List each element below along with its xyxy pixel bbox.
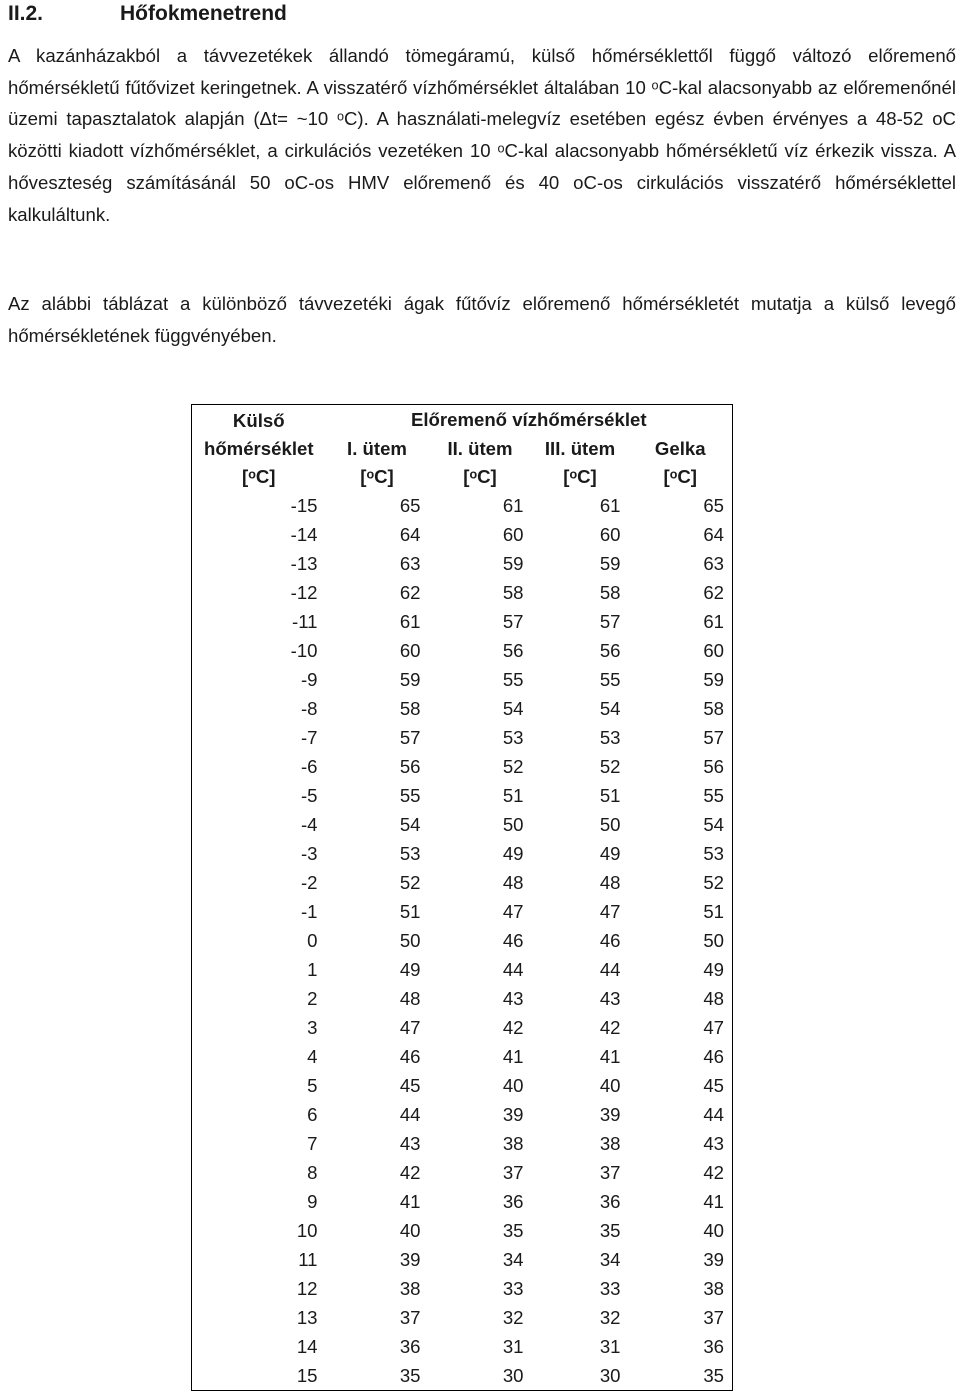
supply-temperature-cell: 61: [599, 495, 621, 516]
supply-temperature-cell: 41: [599, 1046, 621, 1067]
supply-temperature-cell: 37: [399, 1307, 421, 1328]
supply-temperature-cell: 59: [703, 669, 724, 690]
supply-temperature-cell: 35: [399, 1365, 421, 1386]
supply-temperature-cell: 31: [599, 1336, 621, 1357]
supply-temperature-cell: 38: [399, 1278, 421, 1299]
table-row: [192, 1245, 733, 1274]
outdoor-temperature-cell: 4: [307, 1046, 318, 1067]
col-header-phase-3: [532, 435, 629, 491]
table-row: [192, 607, 733, 636]
table-row: [192, 1303, 733, 1332]
header-line: I. ütem: [347, 438, 407, 459]
supply-temperature-cell: 43: [502, 988, 524, 1009]
table-row: [192, 1042, 733, 1071]
supply-temperature-cell: 46: [399, 1046, 421, 1067]
table-body: [192, 491, 733, 1391]
supply-temperature-cell: 34: [599, 1249, 621, 1270]
supply-temperature-cell: 37: [502, 1162, 524, 1183]
table-row: [192, 752, 733, 781]
supply-temperature-cell: 59: [599, 553, 621, 574]
table-row: [192, 984, 733, 1013]
supply-temperature-cell: 56: [502, 640, 524, 661]
outdoor-temperature-cell: 0: [307, 930, 318, 951]
supply-temperature-cell: 65: [703, 495, 724, 516]
supply-temperature-cell: 55: [599, 669, 621, 690]
supply-temperature-cell: 57: [599, 611, 621, 632]
table-row: [192, 839, 733, 868]
table-row: [192, 810, 733, 839]
supply-temperature-cell: 45: [703, 1075, 724, 1096]
supply-temperature-cell: 58: [703, 698, 724, 719]
supply-temperature-cell: 36: [599, 1191, 621, 1212]
supply-temperature-cell: 48: [599, 872, 621, 893]
supply-temperature-cell: 42: [399, 1162, 421, 1183]
supply-temperature-cell: 58: [399, 698, 421, 719]
supply-temperature-cell: 40: [703, 1220, 724, 1241]
supply-temperature-cell: 47: [599, 901, 621, 922]
supply-temperature-cell: 48: [502, 872, 524, 893]
table-row: [192, 1216, 733, 1245]
supply-temperature-cell: 53: [399, 843, 421, 864]
supply-temperature-cell: 52: [703, 872, 724, 893]
supply-temperature-cell: 49: [599, 843, 621, 864]
outdoor-temperature-cell: -3: [300, 843, 318, 864]
header-unit: [ᵒC]: [463, 466, 497, 487]
supply-temperature-cell: 43: [399, 1133, 421, 1154]
supply-temperature-cell: 56: [599, 640, 621, 661]
table-row: [192, 897, 733, 926]
header-line: Gelka: [654, 438, 706, 459]
supply-temperature-cell: 36: [703, 1336, 724, 1357]
outdoor-temperature-cell: 2: [307, 988, 318, 1009]
table-row: [192, 1361, 733, 1391]
supply-temperature-cell: 48: [703, 988, 724, 1009]
header-unit: [ᵒC]: [360, 466, 394, 487]
header-line: hőmérséklet: [203, 438, 314, 459]
supply-temperature-cell: 40: [599, 1075, 621, 1096]
table-row: [192, 1274, 733, 1303]
supply-temperature-cell: 44: [502, 959, 524, 980]
outdoor-temperature-cell: -7: [300, 727, 318, 748]
supply-temperature-cell: 45: [399, 1075, 421, 1096]
supply-temperature-cell: 52: [502, 756, 524, 777]
header-unit: [ᵒC]: [242, 466, 276, 487]
supply-temperature-cell: 36: [502, 1191, 524, 1212]
table-row: [192, 549, 733, 578]
supply-temperature-cell: 38: [599, 1133, 621, 1154]
outdoor-temperature-cell: -8: [300, 698, 318, 719]
table-description-paragraph: Az alábbi táblázat a különböző távvezetéki ágak fűtővíz előremenő hőmérsékletét mutatja a külső levegő hőmérsékletének függvényében.: [8, 293, 956, 346]
outdoor-temperature-cell: 8: [307, 1162, 318, 1183]
supply-temperature-cell: 50: [703, 930, 724, 951]
supply-temperature-cell: 32: [599, 1307, 621, 1328]
supply-temperature-cell: 44: [399, 1104, 421, 1125]
outdoor-temperature-cell: 11: [298, 1249, 318, 1270]
supply-temperature-cell: 37: [599, 1162, 621, 1183]
supply-temperature-cell: 54: [703, 814, 724, 835]
supply-temperature-cell: 50: [502, 814, 524, 835]
outdoor-temperature-cell: 6: [307, 1104, 318, 1125]
table-row: [192, 1332, 733, 1361]
supply-temperature-cell: 39: [399, 1249, 421, 1270]
outdoor-temperature-cell: -12: [290, 582, 318, 603]
table-row: [192, 665, 733, 694]
supply-temperature-cell: 51: [599, 785, 621, 806]
supply-temperature-group-header: Előremenő vízhőmérséklet: [410, 409, 647, 430]
supply-temperature-cell: 54: [502, 698, 524, 719]
supply-temperature-cell: 37: [703, 1307, 724, 1328]
table-row: [192, 1013, 733, 1042]
table-row: [192, 955, 733, 984]
supply-temperature-cell: 64: [399, 524, 421, 545]
table-row: [192, 1129, 733, 1158]
supply-temperature-cell: 43: [703, 1133, 724, 1154]
outdoor-temperature-cell: 1: [307, 959, 318, 980]
supply-temperature-cell: 41: [399, 1191, 421, 1212]
supply-temperature-cell: 57: [399, 727, 421, 748]
supply-temperature-cell: 41: [502, 1046, 524, 1067]
supply-temperature-cell: 42: [703, 1162, 724, 1183]
supply-temperature-cell: 53: [502, 727, 524, 748]
outdoor-temperature-cell: 14: [296, 1336, 318, 1357]
section-title: Hőfokmenetrend: [120, 2, 287, 25]
outdoor-temperature-cell: 15: [296, 1365, 318, 1386]
supply-temperature-cell: 51: [399, 901, 421, 922]
supply-temperature-cell: 42: [599, 1017, 621, 1038]
supply-temperature-cell: 38: [703, 1278, 724, 1299]
supply-temperature-cell: 50: [399, 930, 421, 951]
table-row: [192, 578, 733, 607]
supply-temperature-cell: 39: [502, 1104, 524, 1125]
outdoor-temperature-header: [192, 405, 326, 492]
outdoor-temperature-cell: 13: [296, 1307, 318, 1328]
supply-temperature-cell: 56: [703, 756, 724, 777]
supply-temperature-cell: 32: [502, 1307, 524, 1328]
supply-temperature-cell: 46: [703, 1046, 724, 1067]
outdoor-temperature-cell: 7: [307, 1133, 318, 1154]
supply-temperature-cell: 54: [599, 698, 621, 719]
supply-temperature-cell: 49: [399, 959, 421, 980]
outdoor-temperature-cell: 3: [307, 1017, 318, 1038]
supply-temperature-cell: 47: [502, 901, 524, 922]
supply-temperature-cell: 33: [599, 1278, 621, 1299]
supply-temperature-cell: 59: [502, 553, 524, 574]
supply-temperature-cell: 61: [399, 611, 421, 632]
outdoor-temperature-cell: 5: [307, 1075, 318, 1096]
supply-temperature-cell: 51: [502, 785, 524, 806]
supply-temperature-cell: 61: [502, 495, 524, 516]
outdoor-temperature-cell: -2: [300, 872, 318, 893]
header-line: II. ütem: [447, 438, 513, 459]
outdoor-temperature-cell: -1: [300, 901, 318, 922]
supply-temperature-cell: 46: [599, 930, 621, 951]
supply-temperature-cell: 55: [399, 785, 421, 806]
supply-temperature-cell: 50: [599, 814, 621, 835]
supply-temperature-cell: 65: [399, 495, 421, 516]
table-row: [192, 926, 733, 955]
section-number: II.2.: [8, 2, 44, 25]
supply-temperature-cell: 47: [399, 1017, 421, 1038]
outdoor-temperature-cell: -11: [292, 611, 318, 632]
supply-temperature-cell: 60: [502, 524, 524, 545]
supply-temperature-cell: 60: [599, 524, 621, 545]
supply-temperature-cell: 54: [399, 814, 421, 835]
supply-temperature-cell: 42: [502, 1017, 524, 1038]
supply-temperature-cell: 51: [703, 901, 724, 922]
supply-temperature-cell: 63: [703, 553, 724, 574]
supply-temperature-cell: 35: [703, 1365, 724, 1386]
supply-temperature-cell: 58: [502, 582, 524, 603]
supply-temperature-cell: 62: [703, 582, 724, 603]
supply-temperature-cell: 47: [703, 1017, 724, 1038]
section-heading: [8, 0, 287, 28]
table-row: [192, 1158, 733, 1187]
supply-temperature-cell: 57: [502, 611, 524, 632]
supply-temperature-cell: 48: [399, 988, 421, 1009]
supply-temperature-cell: 31: [502, 1336, 524, 1357]
supply-temperature-cell: 49: [703, 959, 724, 980]
supply-temperature-cell: 63: [399, 553, 421, 574]
outdoor-temperature-cell: -4: [300, 814, 318, 835]
supply-temperature-cell: 34: [502, 1249, 524, 1270]
supply-temperature-cell: 57: [703, 727, 724, 748]
supply-temperature-cell: 35: [599, 1220, 621, 1241]
header-unit: [ᵒC]: [563, 466, 597, 487]
supply-temperature-cell: 64: [703, 524, 724, 545]
supply-temperature-cell: 41: [703, 1191, 724, 1212]
supply-temperature-cell: 30: [599, 1365, 621, 1386]
outdoor-temperature-cell: -10: [290, 640, 318, 661]
supply-temperature-cell: 49: [502, 843, 524, 864]
table-row: [192, 781, 733, 810]
header-unit: [ᵒC]: [663, 466, 697, 487]
header-line: Külső: [232, 410, 285, 431]
supply-temperature-cell: 55: [502, 669, 524, 690]
supply-temperature-cell: 30: [502, 1365, 524, 1386]
supply-temperature-cell: 46: [502, 930, 524, 951]
outdoor-temperature-cell: 9: [307, 1191, 318, 1212]
table-row: [192, 1187, 733, 1216]
supply-temperature-cell: 36: [399, 1336, 421, 1357]
supply-temperature-cell: 62: [399, 582, 421, 603]
supply-temperature-cell: 33: [502, 1278, 524, 1299]
table-row: [192, 1100, 733, 1129]
supply-temperature-cell: 39: [599, 1104, 621, 1125]
table-row: [192, 868, 733, 897]
supply-temperature-cell: 35: [502, 1220, 524, 1241]
supply-temperature-cell: 52: [599, 756, 621, 777]
outdoor-temperature-cell: 12: [296, 1278, 318, 1299]
supply-temperature-cell: 39: [703, 1249, 724, 1270]
supply-temperature-cell: 43: [599, 988, 621, 1009]
supply-temperature-cell: 53: [599, 727, 621, 748]
supply-temperature-cell: 40: [502, 1075, 524, 1096]
outdoor-temperature-cell: -5: [300, 785, 318, 806]
header-line: III. ütem: [544, 438, 616, 459]
table-row: [192, 694, 733, 723]
outdoor-temperature-cell: -6: [300, 756, 318, 777]
table-row: [192, 723, 733, 752]
supply-temperature-cell: 60: [399, 640, 421, 661]
supply-temperature-cell: 61: [703, 611, 724, 632]
col-header-phase-1: [326, 435, 429, 491]
outdoor-temperature-cell: -14: [290, 524, 318, 545]
outdoor-temperature-cell: 10: [296, 1220, 318, 1241]
supply-temperature-cell: 44: [703, 1104, 724, 1125]
outdoor-temperature-cell: -15: [290, 495, 318, 516]
col-header-phase-2: [429, 435, 532, 491]
supply-temperature-cell: 40: [399, 1220, 421, 1241]
col-header-gelka: [629, 435, 733, 491]
supply-temperature-cell: 60: [703, 640, 724, 661]
supply-temperature-cell: 59: [399, 669, 421, 690]
table-row: [192, 636, 733, 665]
supply-temperature-cell: 53: [703, 843, 724, 864]
table-row: [192, 1071, 733, 1100]
outdoor-temperature-cell: -9: [300, 669, 318, 690]
outdoor-temperature-cell: -13: [290, 553, 318, 574]
intro-paragraph: A kazánházakból a távvezetékek állandó tömegáramú, külső hőmérséklettől függő változó előremenő hőmérsékletű fűtővizet keringetnek. A visszatérő vízhőmérséklet általában 10 ᵒC-kal alacsonyabb az előremenőnél üzemi tapasztalatok alapján (Δt= ~10 ᵒC). A használati-melegvíz esetében egész évben érvényes a 48-52 oC közötti kiadott vízhőmérséklet, a cirkulációs vezetéken 10 ᵒC-kal alacsonyabb hőmérsékletű víz érkezik vissza. A hőveszteség számításánál 50 oC-os HMV előremenő és 40 oC-os cirkulációs visszatérő hőmérséklettel kalkuláltunk.: [8, 45, 956, 225]
supply-temperature-cell: 56: [399, 756, 421, 777]
table-row: [192, 491, 733, 520]
temperature-schedule-table: [191, 404, 733, 1391]
supply-temperature-cell: 58: [599, 582, 621, 603]
supply-temperature-cell: 52: [399, 872, 421, 893]
supply-temperature-cell: 38: [502, 1133, 524, 1154]
supply-temperature-cell: 55: [703, 785, 724, 806]
table-row: [192, 520, 733, 549]
supply-temperature-cell: 44: [599, 959, 621, 980]
